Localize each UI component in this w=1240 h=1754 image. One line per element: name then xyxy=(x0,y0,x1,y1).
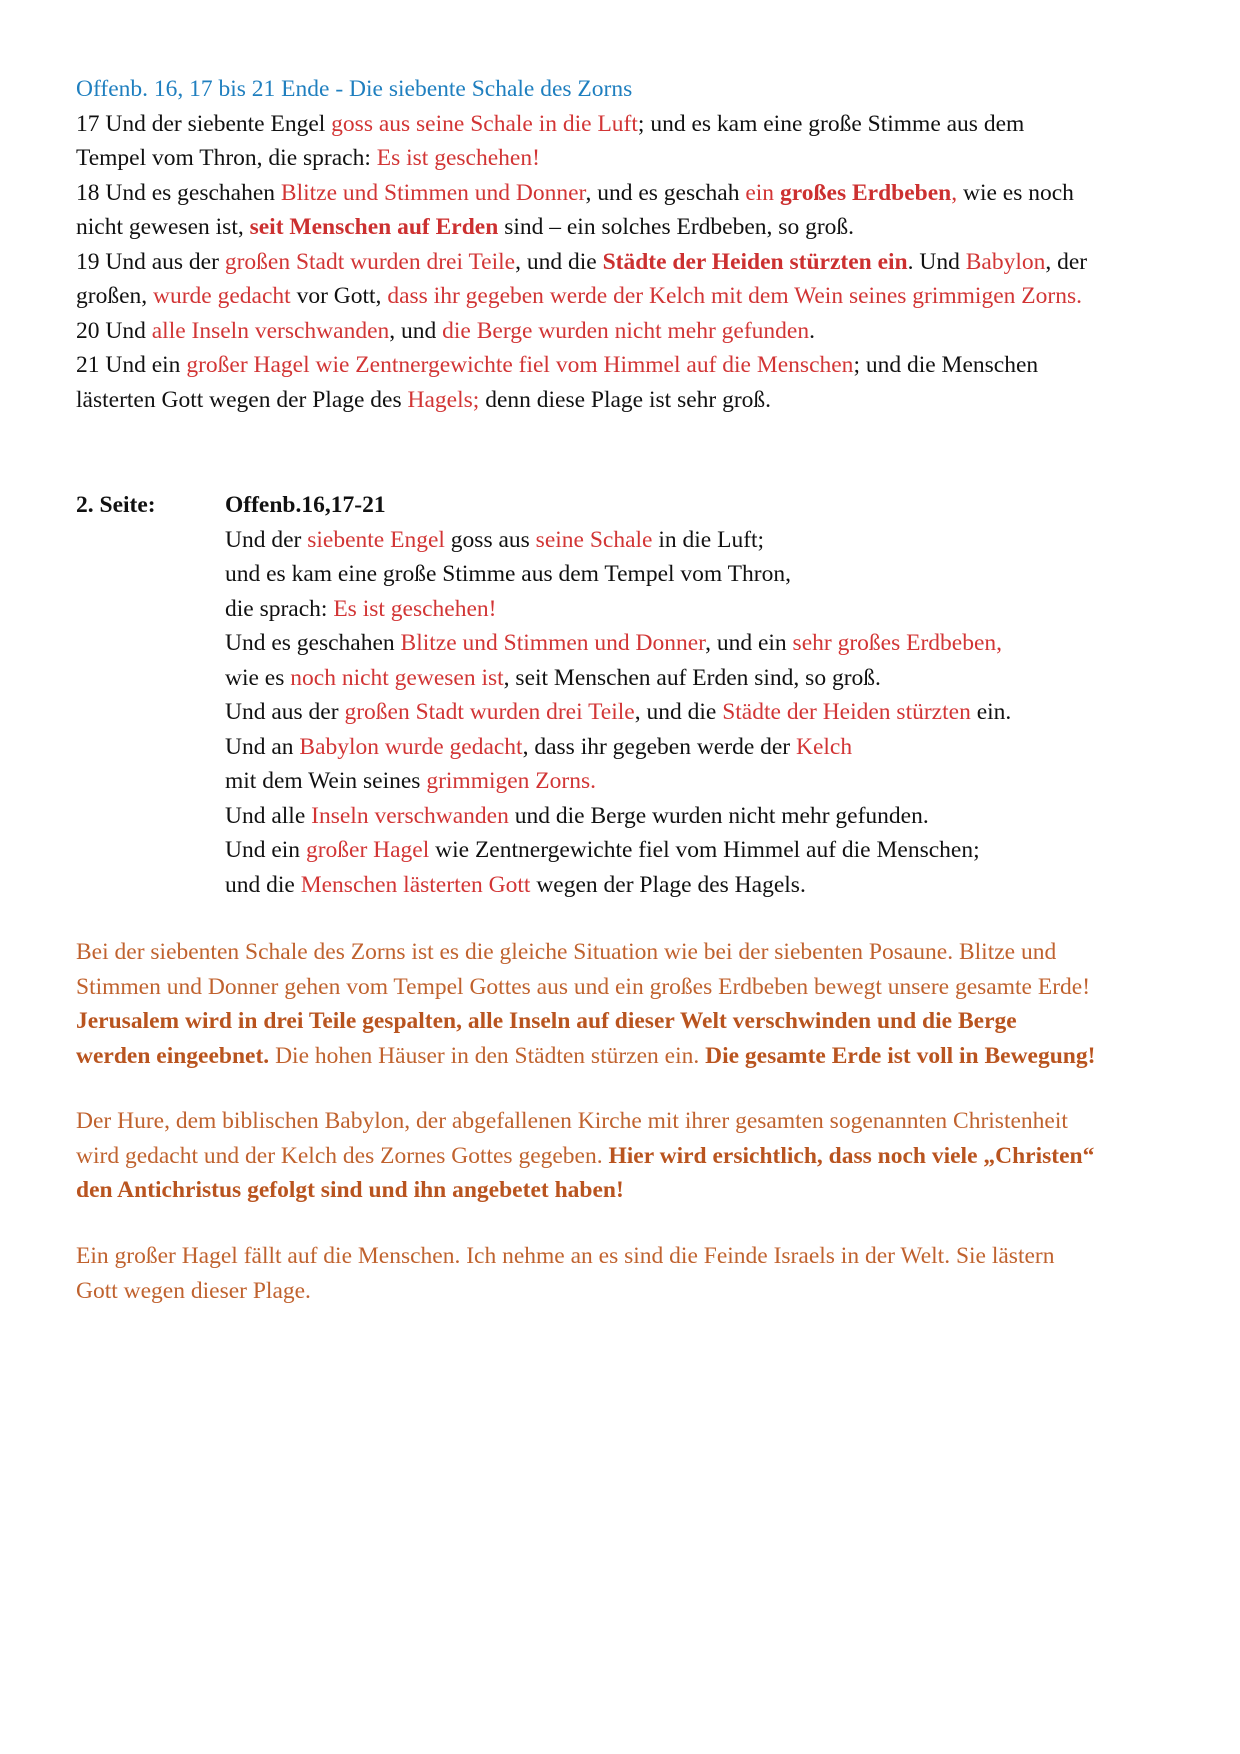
text-run: Babylon xyxy=(965,248,1046,275)
verse-line xyxy=(225,695,1125,730)
commentary-line xyxy=(76,1274,1176,1309)
text-run: Und an xyxy=(225,733,300,760)
text-run: in die Luft; xyxy=(652,526,765,553)
section-1-title: Offenb. 16, 17 bis 21 Ende - Die siebente Schale des Zorns xyxy=(76,76,633,102)
text-run: seit Menschen auf Erden xyxy=(249,214,499,240)
section-1-verses xyxy=(76,107,1176,418)
verse-line xyxy=(76,176,1176,211)
text-run: Ein großer Hagel fällt auf die Menschen. Ich nehme an es sind die Feinde Israels in der Welt. Sie lästern xyxy=(76,1243,1055,1269)
text-run: Bei der siebenten Schale des Zorns ist es die gleiche Situation wie bei der siebenten Posaune. Blitze und xyxy=(76,939,1057,965)
text-run: Städte der Heiden stürzten ein xyxy=(602,248,908,275)
verse-line xyxy=(225,592,1125,627)
text-run: noch nicht gewesen ist xyxy=(290,664,504,691)
text-run: , und die xyxy=(515,248,603,275)
text-run: großen, xyxy=(76,283,154,309)
text-run: 18 Und es geschahen xyxy=(76,179,281,206)
commentary-line xyxy=(76,1104,1176,1139)
text-run: und die xyxy=(225,871,301,898)
text-run: Blitze und Stimmen und Donner xyxy=(400,630,706,656)
text-run: wegen der Plage des Hagels. xyxy=(530,871,806,898)
verse-line xyxy=(76,245,1176,280)
commentary-line xyxy=(76,970,1176,1005)
text-run: werden eingeebnet. xyxy=(76,1042,270,1069)
text-run: wurde gedacht xyxy=(153,283,291,309)
text-run: , seit Menschen auf Erden sind, so groß. xyxy=(503,664,881,691)
text-run: Hier wird ersichtlich, dass noch viele „Christen“ xyxy=(608,1142,1095,1169)
text-run: denn diese Plage ist sehr groß. xyxy=(479,386,772,413)
text-run: Tempel vom Thron, die sprach: xyxy=(76,145,377,171)
text-run: lästerten Gott wegen der Plage des xyxy=(76,386,408,413)
section-1 xyxy=(76,72,1176,417)
text-run: Und der xyxy=(225,526,308,553)
text-run: sehr großes Erdbeben, xyxy=(792,630,1003,656)
verse-line xyxy=(225,764,1125,799)
text-run: , der xyxy=(1045,248,1088,275)
text-run: großen Stadt wurden drei Teile xyxy=(344,699,635,725)
text-run: 17 Und der siebente Engel xyxy=(76,110,332,137)
text-run: Stimmen und Donner gehen vom Tempel Gottes aus und ein großes Erdbeben bewegt unsere gesamte Erde! xyxy=(76,973,1091,1000)
text-run: Menschen lästerten Gott xyxy=(300,871,531,898)
verse-line xyxy=(76,348,1176,383)
text-run: Es ist geschehen! xyxy=(333,595,497,622)
text-run: und die Berge wurden nicht mehr gefunden. xyxy=(508,802,929,829)
verse-line xyxy=(76,141,1176,176)
text-run: , und xyxy=(389,317,443,344)
text-run: goss aus seine Schale in die Luft xyxy=(331,110,638,137)
text-run: den Antichristus gefolgt sind und ihn angebetet haben! xyxy=(76,1177,624,1203)
commentary-line xyxy=(76,1239,1176,1274)
text-run: Der Hure, dem biblischen Babylon, der abgefallenen Kirche mit ihrer gesamten sogenannten Christenheit xyxy=(76,1108,1068,1134)
text-run: Hagels; xyxy=(407,386,480,413)
text-run: Inseln verschwanden xyxy=(311,802,509,829)
text-run: , xyxy=(951,179,958,206)
text-run: wird gedacht und der Kelch des Zornes Gottes gegeben. xyxy=(76,1142,609,1169)
text-run: 21 Und ein xyxy=(76,352,187,378)
verse-line xyxy=(76,210,1176,245)
text-run: . Und xyxy=(907,248,966,275)
verse-line xyxy=(225,626,1125,661)
text-run: vor Gott, xyxy=(290,283,388,309)
verse-line xyxy=(76,107,1176,142)
text-run: Gott wegen dieser Plage. xyxy=(76,1277,311,1304)
commentary-line xyxy=(76,1139,1176,1174)
text-run: mit dem Wein seines xyxy=(225,768,427,794)
commentary-line xyxy=(76,1004,1176,1039)
text-run: siebente Engel xyxy=(307,526,445,553)
text-run: Und aus der xyxy=(225,699,345,725)
text-run: Die hohen Häuser in den Städten stürzen ein. xyxy=(269,1042,706,1069)
text-run: 19 Und aus der xyxy=(76,248,225,275)
text-run: Es ist geschehen! xyxy=(376,145,540,171)
text-run: Blitze und Stimmen und Donner xyxy=(280,179,586,206)
text-run: wie Zentnergewichte fiel vom Himmel auf die Menschen; xyxy=(429,837,980,863)
text-run: ; und die Menschen xyxy=(853,352,1039,378)
verse-line xyxy=(76,314,1176,349)
text-run: großer Hagel wie Zentnergewichte fiel vom Himmel auf die Menschen xyxy=(186,352,854,378)
text-run: , und es geschah xyxy=(585,179,746,206)
text-run: sind – ein solches Erdbeben, so groß. xyxy=(498,214,855,240)
verse-line xyxy=(76,279,1176,314)
text-run: Die gesamte Erde ist voll in Bewegung! xyxy=(705,1042,1096,1069)
text-run: goss aus xyxy=(444,526,536,553)
commentary-line xyxy=(76,935,1176,970)
text-run: 20 Und xyxy=(76,317,152,344)
text-run: nicht gewesen ist, xyxy=(76,214,250,240)
text-run: Und es geschahen xyxy=(225,630,401,656)
text-run: und es kam eine große Stimme aus dem Tempel vom Thron, xyxy=(225,561,791,587)
text-run: Städte der Heiden stürzten xyxy=(722,699,971,725)
text-run: ; und es kam eine große Stimme aus dem xyxy=(637,110,1025,137)
text-run: Babylon wurde gedacht xyxy=(299,733,523,760)
verse-line xyxy=(225,833,1125,868)
verse-line xyxy=(225,799,1125,834)
text-run: seine Schale xyxy=(535,526,653,553)
text-run: die Berge wurden nicht mehr gefunden xyxy=(442,317,810,344)
text-run: , und ein xyxy=(705,630,793,656)
text-run: großer Hagel xyxy=(305,837,430,863)
text-run: großes Erdbeben xyxy=(779,179,952,206)
commentary-line xyxy=(76,1173,1176,1208)
verse-line xyxy=(225,557,1125,592)
page-2-label: 2. Seite: xyxy=(76,492,156,518)
text-run: ein. xyxy=(970,699,1012,725)
text-run: Kelch xyxy=(796,733,853,760)
commentary-paragraph-1 xyxy=(76,935,1176,1073)
verse-line xyxy=(225,523,1125,558)
text-run: grimmigen Zorns. xyxy=(426,768,597,794)
text-run: . xyxy=(809,317,815,344)
text-run: , dass ihr gegeben werde der xyxy=(522,733,796,760)
verse-line xyxy=(225,868,1125,903)
verse-line xyxy=(225,661,1125,696)
commentary-paragraph-3 xyxy=(76,1239,1176,1308)
text-run: Jerusalem wird in drei Teile gespalten, alle Inseln auf dieser Welt verschwinden und die Berge xyxy=(76,1008,1017,1034)
text-run: Und alle xyxy=(225,802,312,829)
commentary-paragraph-2 xyxy=(76,1104,1176,1208)
commentary-line xyxy=(76,1039,1176,1074)
text-run: wie es xyxy=(225,664,291,691)
verse-line xyxy=(76,383,1176,418)
verse-line xyxy=(225,730,1125,765)
text-run: alle Inseln verschwanden xyxy=(151,317,390,344)
text-run: , und die xyxy=(634,699,723,725)
text-run: dass ihr gegeben werde der Kelch mit dem Wein seines grimmigen Zorns. xyxy=(387,283,1082,309)
text-run: wie es noch xyxy=(957,179,1074,206)
page-2-reference: Offenb.16,17-21 xyxy=(225,492,386,518)
text-run: Und ein xyxy=(225,837,306,863)
section-2-verses xyxy=(225,523,1125,903)
text-run: die sprach: xyxy=(225,595,334,622)
text-run: großen Stadt wurden drei Teile xyxy=(224,248,516,275)
text-run: ein xyxy=(745,179,780,206)
